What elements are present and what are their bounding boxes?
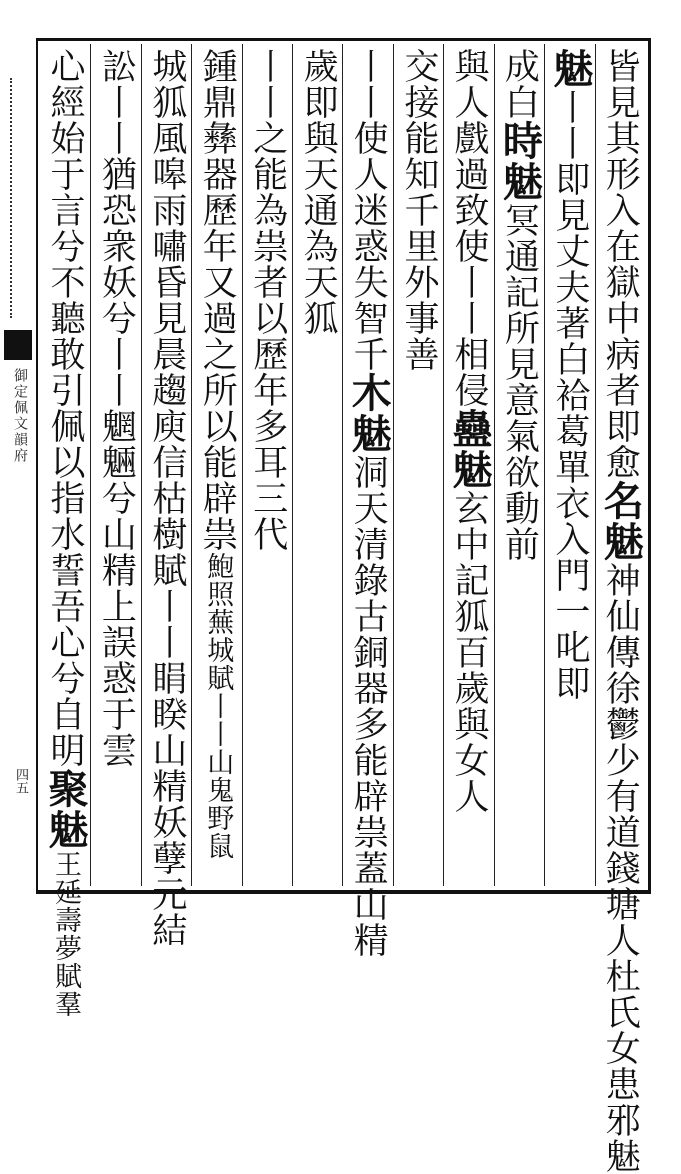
entry-text: 皆見其形入在獄中病者即愈 <box>600 48 641 480</box>
entry-text: 丨丨使人迷惑失智千 <box>348 48 389 372</box>
entry-text: 成白 <box>499 48 540 120</box>
margin-title: 御定佩文韻府 <box>12 368 28 464</box>
text-column <box>292 44 342 886</box>
text-column <box>40 44 90 1018</box>
page-number: 四五 <box>13 768 28 794</box>
text-column <box>141 44 191 948</box>
entry-text: 與人戲過致使丨丨相侵 <box>448 48 489 408</box>
entry-heading: 時魅 <box>496 120 544 202</box>
book-margin <box>0 38 34 894</box>
entry-heading: 木魅 <box>345 372 393 454</box>
page-top-rule <box>36 38 649 41</box>
text-columns <box>40 44 645 1174</box>
column-text <box>445 48 493 814</box>
entry-heading: 魅 <box>546 48 594 89</box>
page-bottom-rule <box>36 890 649 894</box>
text-column <box>544 44 594 886</box>
entry-text: 洞天清錄古銅器多能辟祟蓋山精 <box>348 454 389 958</box>
entry-text: 丨丨即見丈夫著白袷葛單衣入門一叱即 <box>549 89 590 701</box>
entry-text: 冥通記所見意氣欲動前 <box>499 202 540 562</box>
column-text <box>546 48 594 701</box>
page-right-rule <box>648 38 651 894</box>
entry-text: 歲即與天通為天狐 <box>298 48 339 336</box>
fold-mark <box>10 78 26 318</box>
text-column <box>191 44 241 886</box>
text-column <box>393 44 443 886</box>
entry-text: 訟丨丨猶恐衆妖兮丨丨魍魎兮山精上誤惑于雲 <box>96 48 137 768</box>
entry-heading: 聚魅 <box>42 768 90 850</box>
text-column <box>90 44 140 886</box>
text-column <box>494 44 544 886</box>
entry-text: 王延壽夢賦羣 <box>50 850 82 1018</box>
column-text <box>399 48 440 372</box>
page-left-rule <box>36 38 38 894</box>
entry-heading: 名魅 <box>597 480 645 562</box>
entry-heading: 蠱魅 <box>445 408 493 490</box>
entry-text: 鮑照蕪城賦丨丨山鬼野鼠 <box>202 552 234 860</box>
column-text <box>496 48 544 562</box>
column-text <box>345 48 393 958</box>
text-column <box>342 44 393 958</box>
column-text <box>42 48 90 1018</box>
column-text <box>146 48 187 948</box>
entry-text: 交接能知千里外事善 <box>399 48 440 372</box>
entry-text: 心經始于言兮不聽敢引佩以指水誓吾心兮自明 <box>45 48 86 768</box>
entry-text: 神仙傳徐鬱少有道錢塘人杜氏女患邪魅 <box>600 562 641 1174</box>
column-text <box>96 48 137 768</box>
entry-text: 丨丨之能為祟者以歷年多耳三代 <box>247 48 288 552</box>
margin-black-block <box>4 330 32 360</box>
entry-text: 城狐風嗥雨嘯昏見晨趨庾信枯樹賦丨丨睊睽山精妖孽元結 <box>146 48 187 948</box>
text-column <box>595 44 645 1174</box>
column-text <box>247 48 288 552</box>
text-column <box>443 44 493 886</box>
entry-text: 鍾鼎彝器歷年又過之所以能辟祟 <box>197 48 238 552</box>
column-text <box>298 48 339 336</box>
column-text <box>597 48 645 1174</box>
entry-text: 玄中記狐百歲與女人 <box>448 490 489 814</box>
column-text <box>197 48 238 860</box>
text-column <box>242 44 292 886</box>
